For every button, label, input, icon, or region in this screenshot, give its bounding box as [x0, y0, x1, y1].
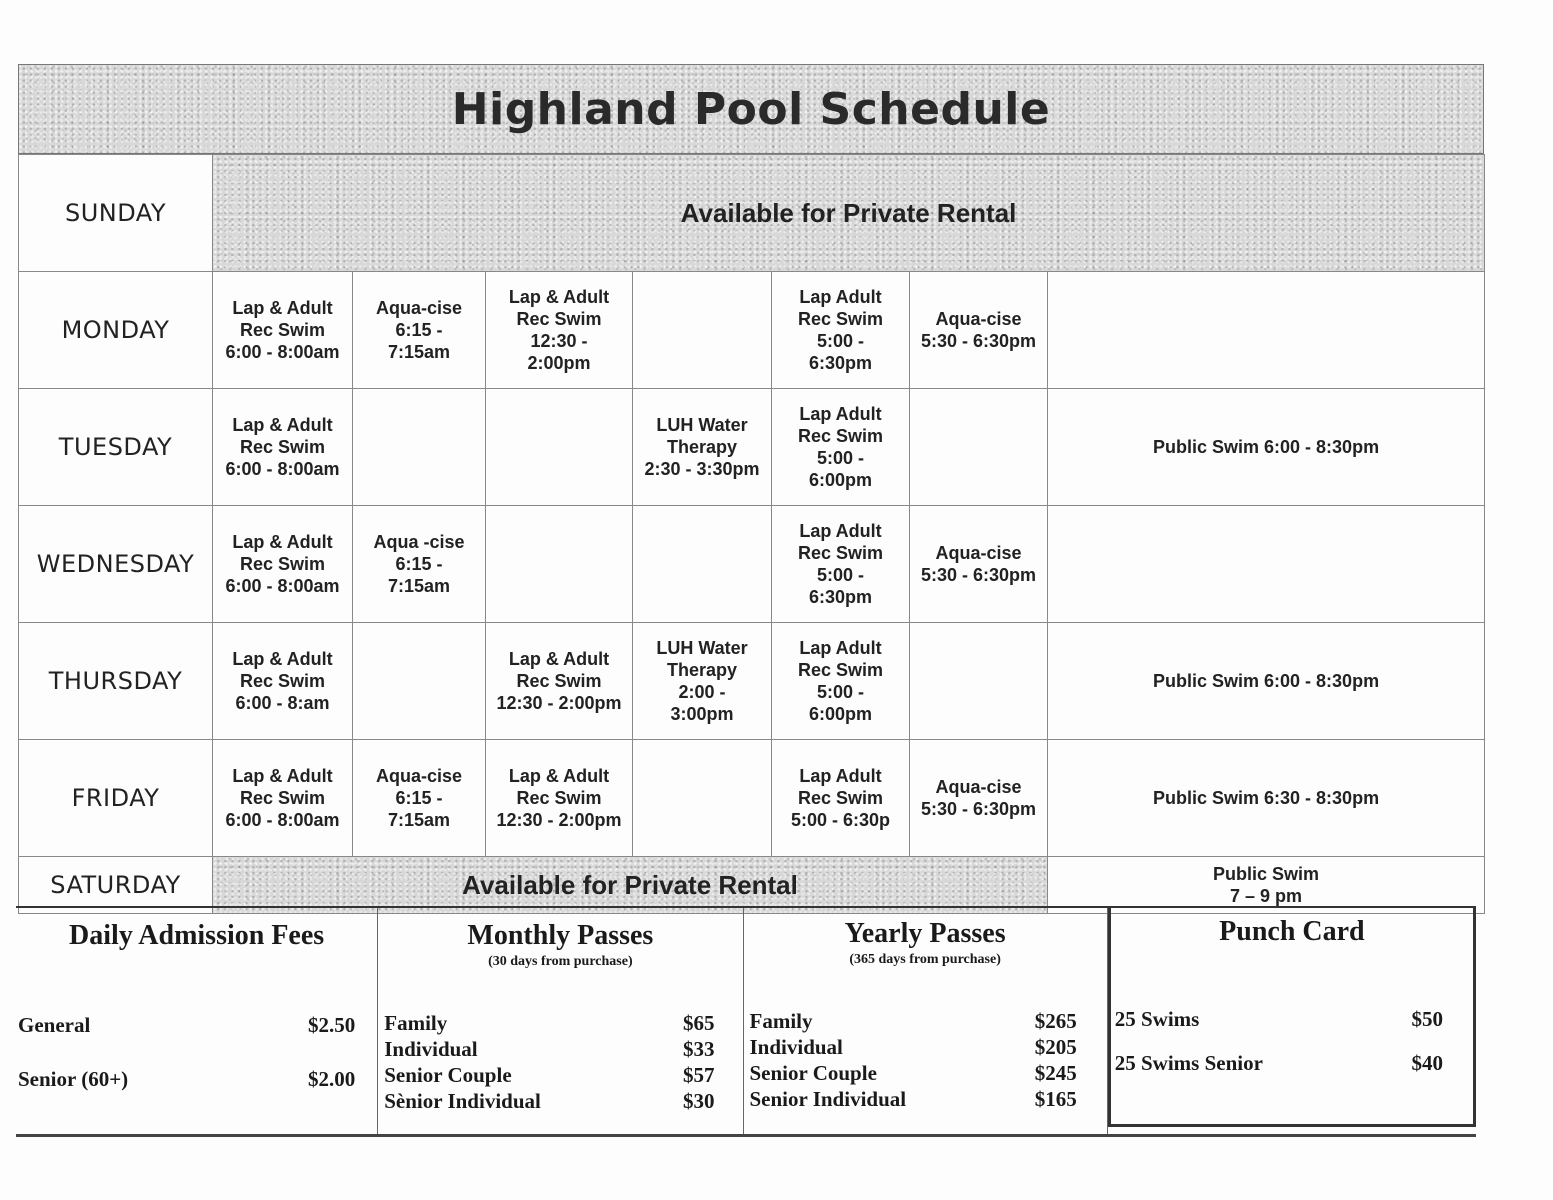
- session-cell: Aqua-cise 5:30 - 6:30pm: [910, 740, 1048, 857]
- daily-fees-title: Daily Admission Fees: [69, 920, 325, 951]
- row-saturday: [19, 857, 1485, 914]
- fee-row: Senior Couple $57: [384, 1063, 715, 1087]
- session-cell: Lap Adult Rec Swim 5:00 - 6:30pm: [772, 272, 910, 389]
- session-cell: [1048, 506, 1485, 623]
- session-cell: Aqua-cise 6:15 - 7:15am: [353, 740, 486, 857]
- session-cell: [910, 623, 1048, 740]
- session-cell: [1048, 272, 1485, 389]
- day-label: MONDAY: [19, 272, 213, 389]
- daily-fees-list: [18, 1012, 355, 1092]
- row-sunday: [19, 155, 1485, 272]
- monthly-passes-subtitle: (30 days from purchase): [488, 954, 633, 969]
- session-cell: [633, 506, 772, 623]
- session-cell: [910, 389, 1048, 506]
- session-cell: Public Swim 6:00 - 8:30pm: [1048, 623, 1485, 740]
- row-monday: [19, 272, 1485, 389]
- session-cell: Lap & Adult Rec Swim 12:30 - 2:00pm: [486, 272, 633, 389]
- session-cell: LUH Water Therapy 2:00 - 3:00pm: [633, 623, 772, 740]
- session-cell: Public Swim 6:00 - 8:30pm: [1048, 389, 1485, 506]
- row-thursday: [19, 623, 1485, 740]
- session-cell: [486, 389, 633, 506]
- fee-row: Senior Couple $245: [749, 1061, 1077, 1085]
- session-cell: [633, 272, 772, 389]
- monthly-passes-title: Monthly Passes: [467, 920, 654, 951]
- session-cell: Lap Adult Rec Swim 5:00 - 6:00pm: [772, 623, 910, 740]
- fee-row: Family $265: [749, 1009, 1077, 1033]
- fee-row: Senior Individual $165: [749, 1087, 1077, 1111]
- session-cell: Public Swim 7 – 9 pm: [1048, 857, 1485, 914]
- daily-fees: [16, 908, 378, 1134]
- row-wednesday: [19, 506, 1485, 623]
- row-tuesday: [19, 389, 1485, 506]
- session-cell: [353, 623, 486, 740]
- fee-row: Sènior Individual $30: [384, 1089, 715, 1113]
- fee-row: Senior (60+) $2.00: [18, 1067, 356, 1091]
- yearly-passes-title: Yearly Passes: [844, 918, 1006, 949]
- punch-card-list: [1115, 1006, 1443, 1076]
- fee-row: Family $65: [384, 1011, 715, 1035]
- fees-section: [16, 906, 1476, 1137]
- session-cell: Lap & Adult Rec Swim 6:00 - 8:00am: [213, 272, 353, 389]
- yearly-passes-subtitle: (365 days from purchase): [849, 952, 1001, 967]
- day-label: FRIDAY: [19, 740, 213, 857]
- fee-row: 25 Swims $50: [1114, 1007, 1443, 1031]
- fee-row: Individual $33: [384, 1037, 715, 1061]
- day-label: SUNDAY: [19, 155, 213, 272]
- session-cell: Lap & Adult Rec Swim 6:00 - 8:am: [213, 623, 353, 740]
- session-cell: Aqua -cise 6:15 - 7:15am: [353, 506, 486, 623]
- session-cell: Lap & Adult Rec Swim 12:30 - 2:00pm: [486, 740, 633, 857]
- schedule-sheet: [18, 64, 1484, 914]
- session-cell: Lap & Adult Rec Swim 6:00 - 8:00am: [213, 740, 353, 857]
- page-title: Highland Pool Schedule: [451, 83, 1051, 135]
- day-label: SATURDAY: [19, 857, 213, 914]
- fee-row: 25 Swims Senior $40: [1114, 1051, 1443, 1075]
- day-label: THURSDAY: [19, 623, 213, 740]
- session-cell: [633, 740, 772, 857]
- session-cell: Lap Adult Rec Swim 5:00 - 6:30p: [772, 740, 910, 857]
- session-cell: Aqua-cise 6:15 - 7:15am: [353, 272, 486, 389]
- monthly-passes: [378, 908, 743, 1134]
- monthly-passes-list: [384, 1010, 714, 1114]
- session-cell: [486, 506, 633, 623]
- row-friday: [19, 740, 1485, 857]
- private-rental-cell: Available for Private Rental: [213, 857, 1048, 914]
- session-cell: LUH Water Therapy 2:30 - 3:30pm: [633, 389, 772, 506]
- yearly-passes: [744, 908, 1108, 1134]
- session-cell: Lap Adult Rec Swim 5:00 - 6:00pm: [772, 389, 910, 506]
- punch-card-title: Punch Card: [1219, 916, 1365, 947]
- session-cell: Lap & Adult Rec Swim 6:00 - 8:00am: [213, 389, 353, 506]
- session-cell: Lap Adult Rec Swim 5:00 - 6:30pm: [772, 506, 910, 623]
- session-cell: Public Swim 6:30 - 8:30pm: [1048, 740, 1485, 857]
- yearly-passes-list: [750, 1008, 1077, 1112]
- day-label: TUESDAY: [19, 389, 213, 506]
- punch-card: [1108, 908, 1476, 1127]
- session-cell: Lap & Adult Rec Swim 6:00 - 8:00am: [213, 506, 353, 623]
- session-cell: [353, 389, 486, 506]
- schedule-table: [18, 154, 1485, 914]
- session-cell: Lap & Adult Rec Swim 12:30 - 2:00pm: [486, 623, 633, 740]
- fee-row: Individual $205: [749, 1035, 1077, 1059]
- session-cell: Aqua-cise 5:30 - 6:30pm: [910, 506, 1048, 623]
- fee-row: General $2.50: [18, 1013, 356, 1037]
- private-rental-cell: Available for Private Rental: [213, 155, 1485, 272]
- session-cell: Aqua-cise 5:30 - 6:30pm: [910, 272, 1048, 389]
- day-label: WEDNESDAY: [19, 506, 213, 623]
- title-banner: [18, 64, 1484, 154]
